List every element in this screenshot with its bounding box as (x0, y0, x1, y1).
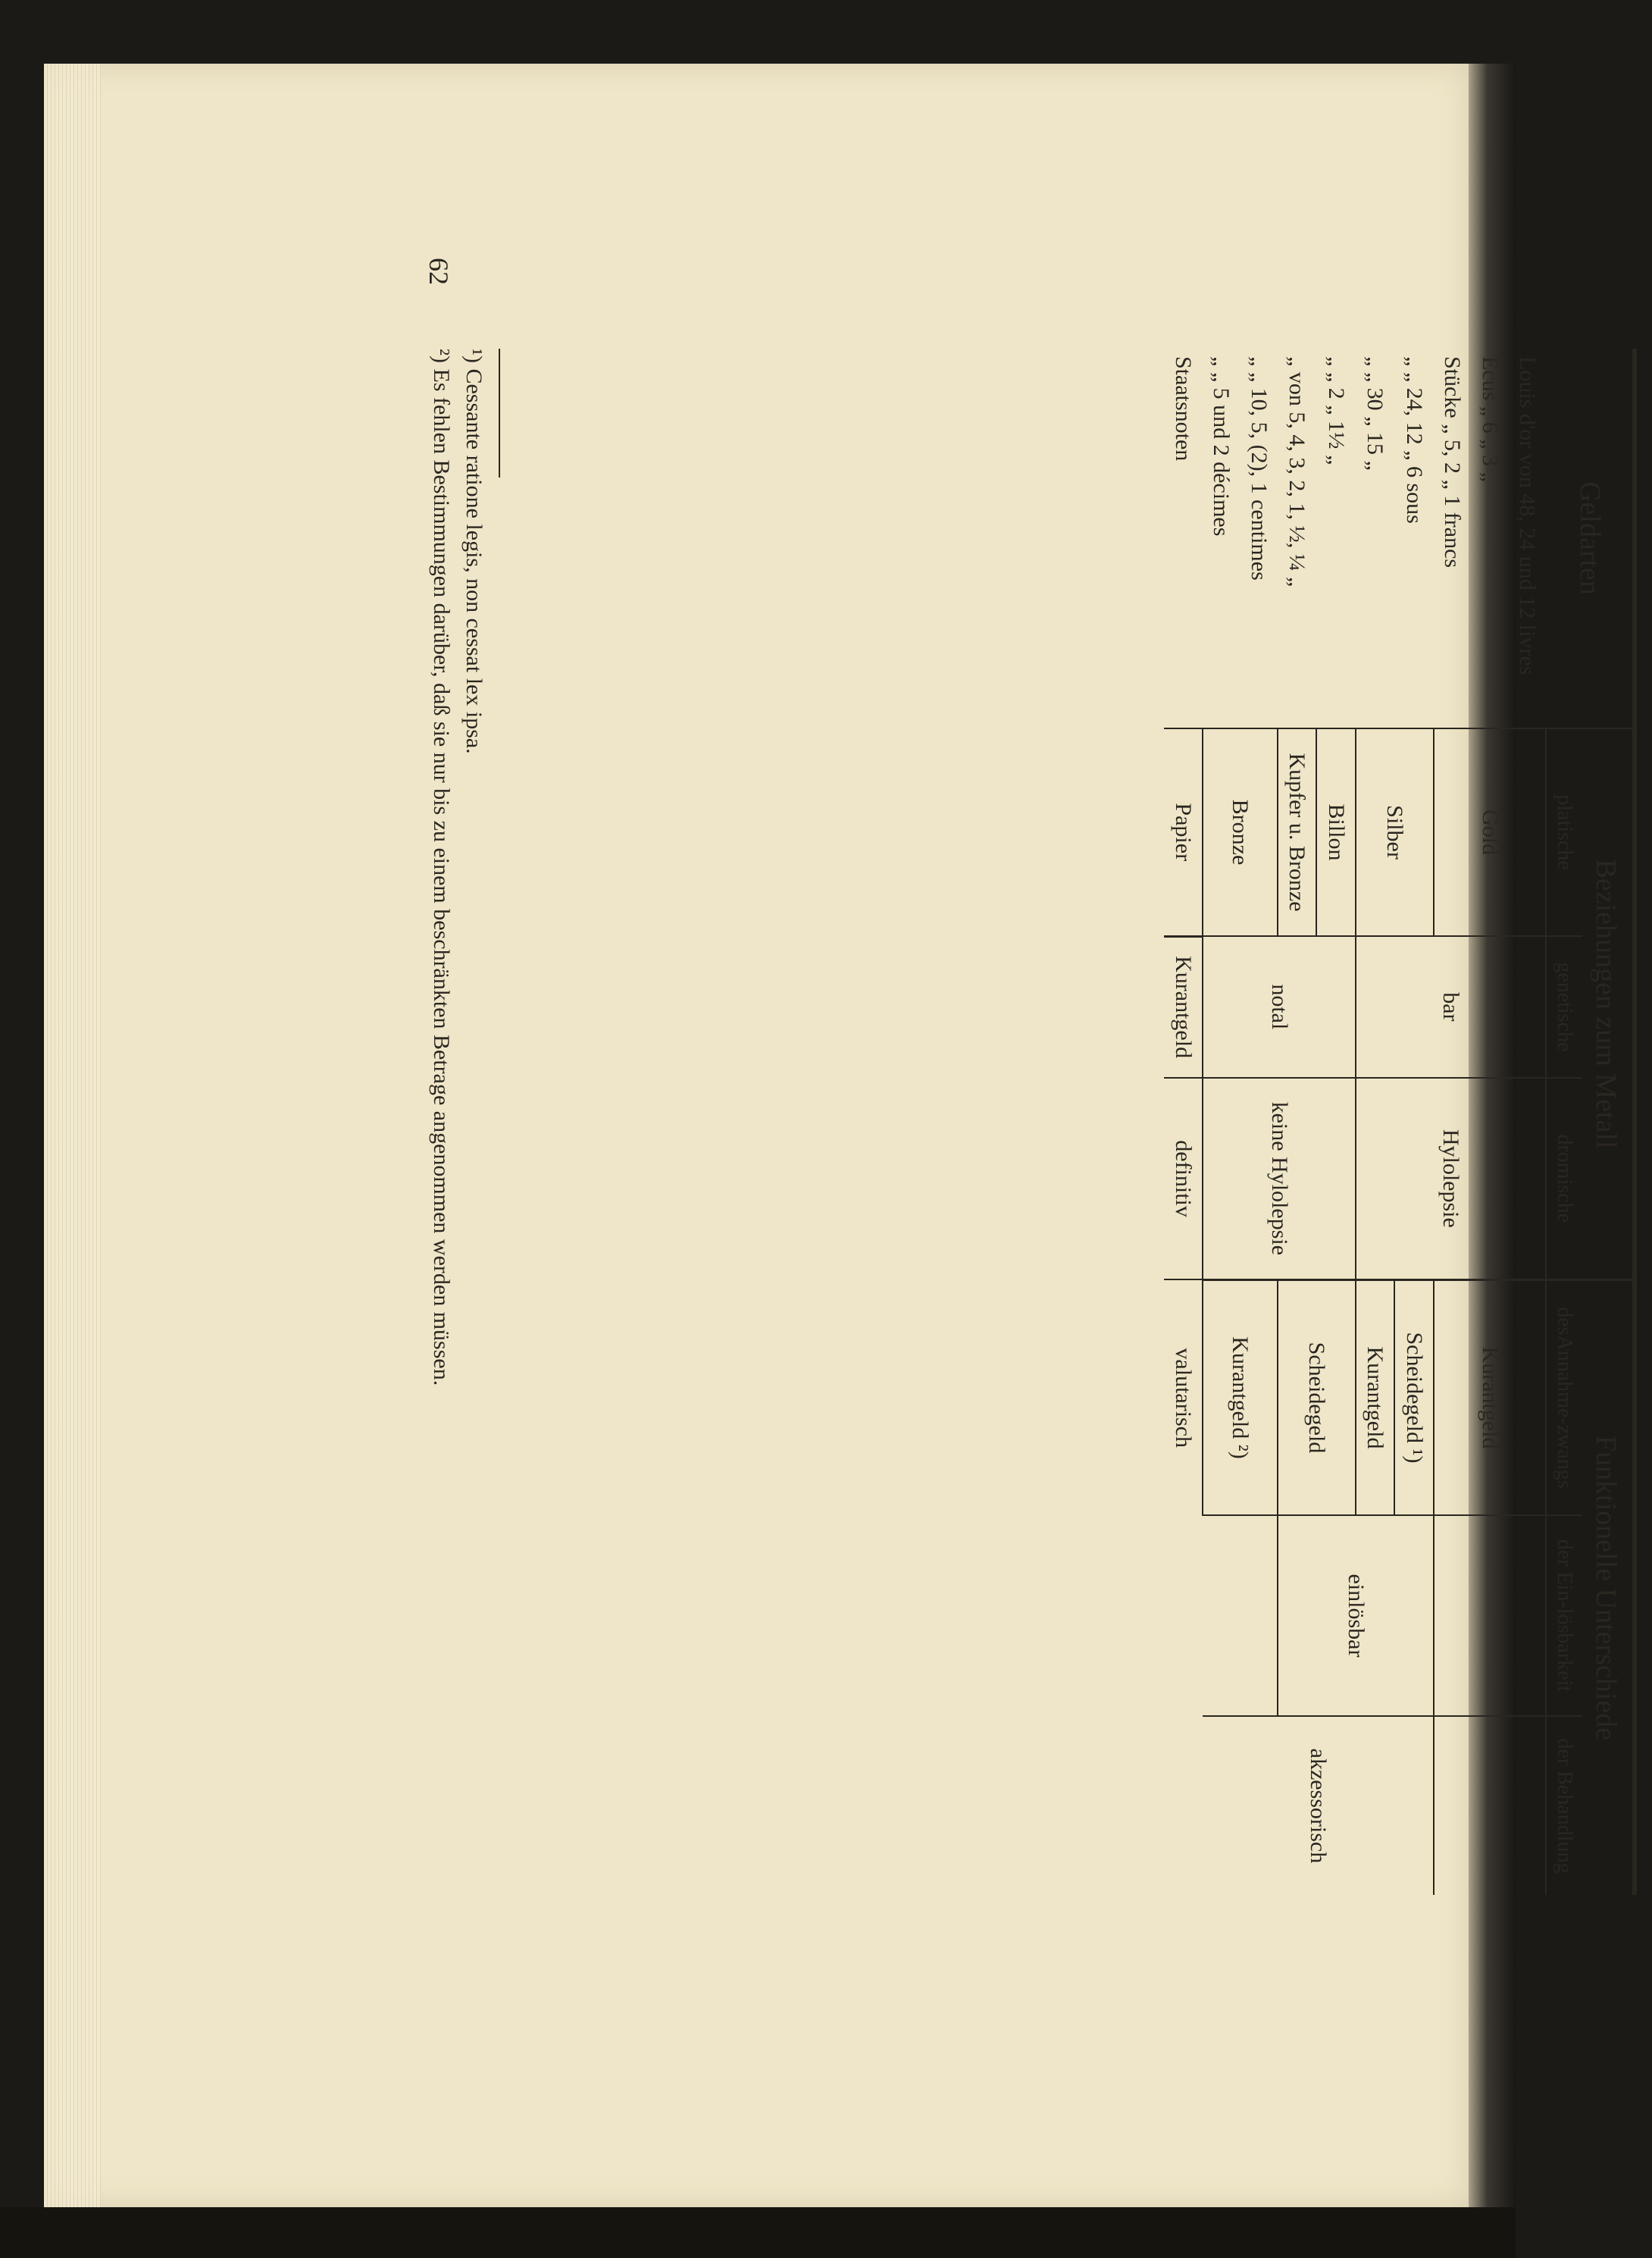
funktionelle-header: Funktionelle Unterschiede (1583, 1279, 1635, 1895)
cell-keine-hylolepsie: keine Hylolepsie (1203, 1078, 1356, 1280)
cell-einloesbarkeit-empty-2 (1203, 1515, 1278, 1716)
cell-einloesbar: einlösbar (1278, 1515, 1434, 1716)
page-number: 62 (424, 258, 454, 285)
cell-kurantgeld-1: Kurantgeld (1434, 1279, 1547, 1515)
geldarten-header: Geldarten (1574, 481, 1606, 595)
cell-kupfer-bronze: Kupfer u. Bronze (1278, 728, 1317, 936)
footnote-rule (499, 349, 500, 478)
cell-bar: bar (1356, 936, 1547, 1078)
cell-bronze: Bronze (1203, 728, 1278, 936)
footnote-1: ¹) Cessante ratione legis, non cessat lex ipsa. (461, 349, 487, 754)
row-label: „ „ 10, 5, (2), 1 centimes (1247, 356, 1272, 581)
row-label: „ von 5, 4, 3, 2, 1, ½, ¼ „ (1284, 356, 1310, 587)
cell-notal: notal (1203, 936, 1356, 1078)
cell-hylolepsie: Hylolepsie (1356, 1078, 1547, 1280)
annahmezwang-header: desAnnahme-zwangs (1547, 1279, 1583, 1515)
rotated-content (379, 258, 1652, 2031)
cell-scheidegeld-1: Scheidegeld ¹) (1395, 1279, 1435, 1515)
table-group-header-row (1583, 349, 1635, 1895)
row-label: „ „ 30 „ 15 „ (1363, 356, 1388, 471)
behandlung-header: der Behandlung (1547, 1716, 1583, 1895)
row-label: Staatsnoten (1171, 356, 1197, 462)
cell-behandlung-empty-1 (1434, 1716, 1547, 1895)
cell-definitiv: definitiv (1165, 1078, 1203, 1280)
cell-silber: Silber (1356, 728, 1434, 936)
cell-kurantgeld-4: Kurantgeld (1165, 936, 1203, 1078)
page-stack-edge (44, 64, 101, 2207)
row-label: „ „ 5 und 2 décimes (1209, 356, 1234, 537)
cell-papier: Papier (1165, 728, 1203, 936)
cell-einloesbarkeit-empty-1 (1434, 1515, 1547, 1716)
einloesbarkeit-header: der Ein-lösbarkeit (1547, 1515, 1583, 1716)
cell-akzessorisch: akzessorisch (1203, 1716, 1434, 1895)
dromische-header: dromische (1547, 1078, 1583, 1280)
cell-kurantgeld-2: Kurantgeld (1356, 1279, 1395, 1515)
cell-kurantgeld-3: Kurantgeld ²) (1203, 1279, 1278, 1515)
cell-gold: Gold (1434, 728, 1547, 936)
row-label: „ „ 2 „ 1½ „ (1324, 356, 1349, 465)
scan-background (0, 2207, 1516, 2258)
row-label: Stücke „ 5, 2 „ 1 francs (1440, 356, 1466, 568)
table-row (1165, 349, 1203, 1895)
row-label: Ecus „ 6 „ 3 „ (1478, 356, 1503, 482)
genetische-header: genetische (1547, 936, 1583, 1078)
row-label: „ „ 24, 12 „ 6 sous (1402, 356, 1427, 524)
footnote-2: ²) Es fehlen Bestimmungen darüber, daß sie nur bis zu einem beschränkten Betrage angenommen werden müssen. (429, 349, 454, 1386)
beziehungen-header: Beziehungen zum Metall (1583, 728, 1635, 1279)
cell-scheidegeld-2: Scheidegeld (1278, 1279, 1356, 1515)
money-types-table (1165, 349, 1638, 1895)
cell-valutarisch: valutarisch (1165, 1279, 1203, 1515)
footnotes (424, 349, 489, 1956)
table-row (1509, 349, 1547, 1895)
platische-header: platische (1547, 728, 1583, 936)
row-label: Louis d'or von 48, 24 und 12 livres (1515, 356, 1541, 675)
cell-billon: Billon (1317, 728, 1356, 936)
